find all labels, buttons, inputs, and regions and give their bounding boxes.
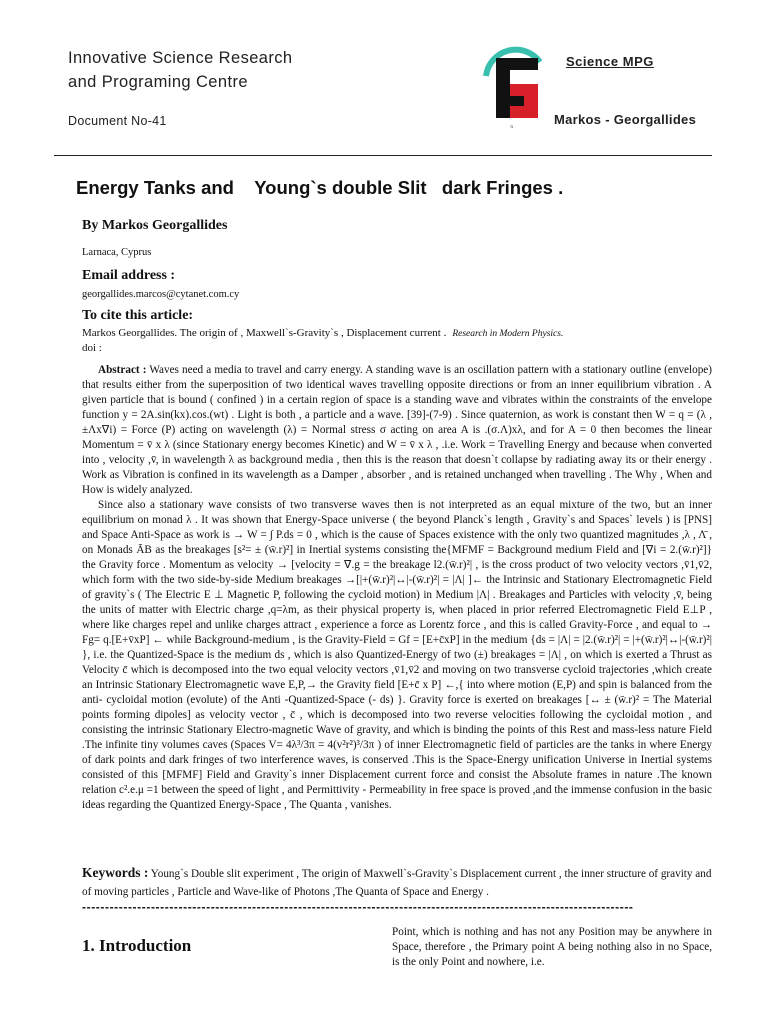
site-link[interactable]: Science MPG [566,54,654,69]
keywords-label: Keywords : [82,865,149,880]
introduction-text: Point, which is nothing and has not any Position may be anywhere in Space, therefore , the Primary point A being nothing also in no Space, is the only Point and nowhere, i.e. [392,926,712,968]
keywords [82,864,712,901]
citation [82,326,722,355]
header-divider [54,155,712,156]
keywords-text: Young`s Double slit experiment , The origin of Maxwell`s-Gravity`s Displacement current , the inner structure of gravity and of moving particles , Particle and Wave-like of Photons ,The Quanta of Space and Energy . [82,868,712,898]
document-number: Document No-41 [68,114,167,128]
abstract-paragraph-1 [82,363,712,498]
abstract-paragraph-2: Since also a stationary wave consists of two transverse waves then is not interpreted as an equal mixture of the two, but an inner equilibrium on monad λ . It was shown that Energy-Space universe ( the beyond Planck`s length , Gravity`s and Spaces` levels ) is [PNS] and Space Anti-Space as work is → W = ∫ P.ds = 0 , which is the cause of Spaces existence with the only two quantized magnitudes ,λ , Λ̄ , on Monads ĀB as the breakages [s²= ± (w̄.r)²] in Inertial systems consisting the{MFMF = Background medium Field and [∇i = 2.(w̄.r)²]} the Gravity force . Momentum as velocity → [velocity = ∇̄.g = the breakage l2.(w̄.r)²| , is the cross product of two velocity vectors ,v̄1,v̄2, which form with the two side-by-side Medium breakages →[|+(w̄.r)²|↔|-(w̄.r)²| = |Λ| ]← the Intrinsic and Stationary Electromagnetic Field of gravity`s ( The Electric E ⊥ Magnetic P, following the cycloid motion) in Medium |Λ| . Breakages and Particles with velocity ,v̄, being the units of matter with Electric charge ,q=λm, as their physical property is, when placed in prior referred Electromagnetic Field E⊥P , where like charges repel and unlike charges attract , experience a force as Lorentz force , and this is called Gravity-Force , and equal to → Fg= q.[E+v̄xP] ← while Background-medium , is the Gravity-Field = Gf = [E+c̄xP] in the medium {ds = |Λ| = |2.(w̄.r)²| = |+(w̄.r)²|↔|-(w̄.r)²| }, i.e. the Quantized-Space is the medium ds , which is also Quantized-Energy of two (±) breakages = |Λ| , on which is exerted a Thrust as Velocity c̄ which is decomposed into the two equal velocity vectors ,v̄1,v̄2 and moving on two transverse cycloid trajectories ,which create an Intrinsic Stationary Electromagnetic wave E,P,→ the Gravity field [E+c̄ x P] ←,{ into where motion (E,P) and spin is balanced from the anti- cycloidal motion (evolute) of the Anti -Quantized-Space (- ds) }. Gravity force is exerted on breakages [↔ ± (w̄.r)² = The Material points forming dipoles] as velocity vector , c̄ , which is decomposed into two reverse velocities following the cycloidal motion , and consisting the intrinsic Stationary Electro-magnetic Wave of gravity, and which is binding the points of this Rest and mass-less nature Field .The infinite tiny volumes caves (Spaces V= 4λ³/3π = 4(v²r²)³/3π ) of inner Electromagnetic field of particles are the tanks in where Energy of dark points and dark fringes of two interference waves, is conserved .This is the Space-Energy unification Universe in Inertial systems consisted of this [MFMF] Field and Gravity`s inner Displacement current force and consist the Absolute frames in nature .The known relation c².e.μ =1 between the speed of light , and Permittivity - Permeability in free space is proved ,and the immense confusion in the basic ideas regarding the Quantized Energy-Space , The Quanta , vanishes. [82,499,712,811]
abstract-text-1: Waves need a media to travel and carry energy. A standing wave is an oscillation pattern with a stationary outline (envelope) that results either from the superposition of two identical waves travelling opposite directions or from an inner equilibrium vibration . A given particle that is bound ( confined ) in a certain region of space is a standing wave and vibrates within the constraints of the envelope function y = 2A.sin(kx).cos.(wt) . Light is both , a particle and a wave. [39]-(7-9) . Since quaternion, as work is constant then W = q = (λ , ±Λx∇i) = Force (P) acting on wavelength (λ) = Normal stress σ acting on area A is .(σ.Λ)xλ, and for A = 0 then becomes the linear Momentum = v̄ x λ (since Stationary energy becomes Kinetic) and W = v̄ x λ , .i.e. Work = Travelling Energy and because when converted into , velocity ,v̄, in wavelength λ as background media , then this is the reason that doesn`t collapse by radiating away its or their energy . Work as Vibration is confined in its wavelength as a Damper , absorber , and is retained unchanged when travelling . The Why , When and How is widely analyzed. [82,364,712,496]
org-line-2: and Programing Centre [68,73,248,91]
author-location: Larnaca, Cyprus [82,247,152,258]
section-separator: ------------------------------------------------------------------------------------------------------------------------ [82,900,634,914]
abstract [82,363,712,813]
header-author: Markos - Georgallides [554,112,697,127]
abstract-label: Abstract : [98,364,147,376]
paper-title: Energy Tanks and Young`s double Slit dark Fringes . [76,177,564,198]
introduction-heading: 1. Introduction [82,936,192,955]
byline: By Markos Georgallides [82,218,228,233]
org-line-1: Innovative Science Research [68,49,293,67]
logo-g-icon [478,40,546,130]
cite-heading: To cite this article: [82,308,194,323]
doi: doi : [82,342,102,354]
organization-name [68,46,293,94]
citation-text: Markos Georgallides. The origin of , Maxwell`s-Gravity`s , Displacement current . [82,327,447,339]
citation-journal: Research in Modern Physics. [452,329,564,339]
logo-letter: G [510,124,514,129]
email-address[interactable]: georgallides.marcos@cytanet.com.cy [82,289,240,300]
email-heading: Email address : [82,268,176,283]
